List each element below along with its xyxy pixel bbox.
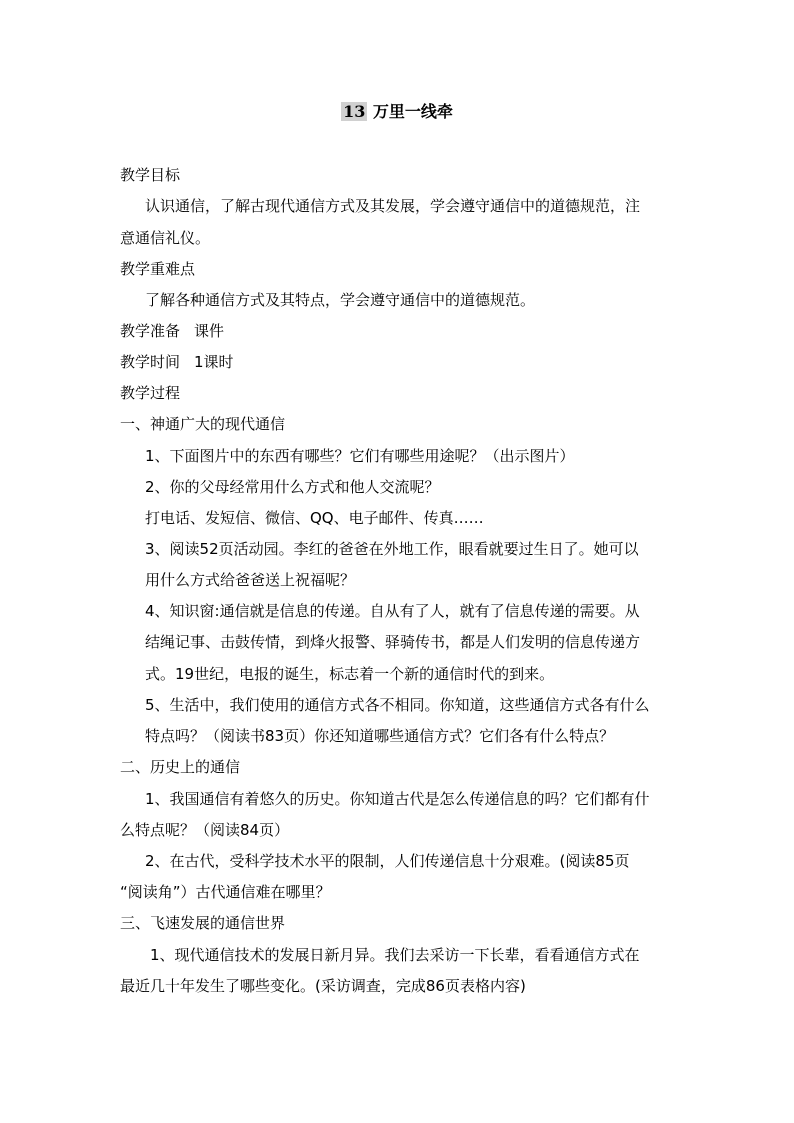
row-time [120, 352, 680, 372]
page-title [0, 99, 794, 122]
item-1-4-line-2: 结绳记事、击鼓传情，到烽火报警、驿骑传书，都是人们发明的信息传递方 [145, 633, 641, 651]
item-1-2: 2、你的父母经常用什么方式和他人交流呢？ [145, 478, 440, 496]
item-3-1-line-1: 1、现代通信技术的发展日新月异。我们去采访一下长辈，看看通信方式在 [150, 946, 640, 964]
item-1-2-answer: 打电话、发短信、微信、QQ、电子邮件、传真…… [145, 509, 484, 527]
item-1-4-line-3: 式。19世纪，电报的诞生，标志着一个新的通信时代的到来。 [145, 665, 555, 683]
section-heading-1: 一、神通广大的现代通信 [120, 415, 286, 433]
label-preparation: 教学准备 [120, 322, 181, 340]
section-heading-2: 二、历史上的通信 [120, 758, 241, 776]
item-2-2-line-1: 2、在古代，受科学技术水平的限制，人们传递信息十分艰难。(阅读85页 [145, 852, 630, 870]
heading-objectives: 教学目标 [120, 166, 181, 184]
paragraph-objectives-2: 意通信礼仪。 [120, 229, 211, 247]
item-2-1-line-2: 么特点呢？（阅读84页） [120, 821, 290, 839]
value-time: 1课时 [194, 353, 234, 371]
item-1-3-line-2: 用什么方式给爸爸送上祝福呢？ [145, 571, 356, 589]
lesson-title: 万里一线牵 [372, 102, 453, 121]
item-1-3-line-1: 3、阅读52页活动园。李红的爸爸在外地工作，眼看就要过生日了。她可以 [145, 540, 639, 558]
item-1-5-line-2: 特点吗？（阅读书83页）你还知道哪些通信方式？它们各有什么特点？ [145, 727, 615, 745]
paragraph-objectives-1: 认识通信，了解古现代通信方式及其发展，学会遵守通信中的道德规范，注 [145, 197, 641, 215]
label-time: 教学时间 [120, 353, 181, 371]
heading-key-points: 教学重难点 [120, 260, 196, 278]
heading-process: 教学过程 [120, 384, 181, 402]
item-2-2-line-2: “阅读角”）古代通信难在哪里？ [120, 883, 331, 901]
row-preparation [120, 321, 680, 341]
item-3-1-line-2: 最近几十年发生了哪些变化。(采访调查，完成86页表格内容) [120, 977, 526, 995]
paragraph-key-points: 了解各种通信方式及其特点，学会遵守通信中的道德规范。 [145, 291, 536, 309]
lesson-number: 13 [343, 102, 366, 121]
item-2-1-line-1: 1、我国通信有着悠久的历史。你知道古代是怎么传递信息的吗？它们都有什 [145, 790, 650, 808]
value-preparation: 课件 [194, 322, 225, 340]
item-1-5-line-1: 5、生活中，我们使用的通信方式各不相同。你知道，这些通信方式各有什么 [145, 696, 650, 714]
item-1-1: 1、下面图片中的东西有哪些？它们有哪些用途呢？（出示图片） [145, 447, 575, 465]
item-1-4-line-1: 4、知识窗:通信就是信息的传递。自从有了人，就有了信息传递的需要。从 [145, 602, 640, 620]
section-heading-3: 三、飞速发展的通信世界 [120, 914, 286, 932]
